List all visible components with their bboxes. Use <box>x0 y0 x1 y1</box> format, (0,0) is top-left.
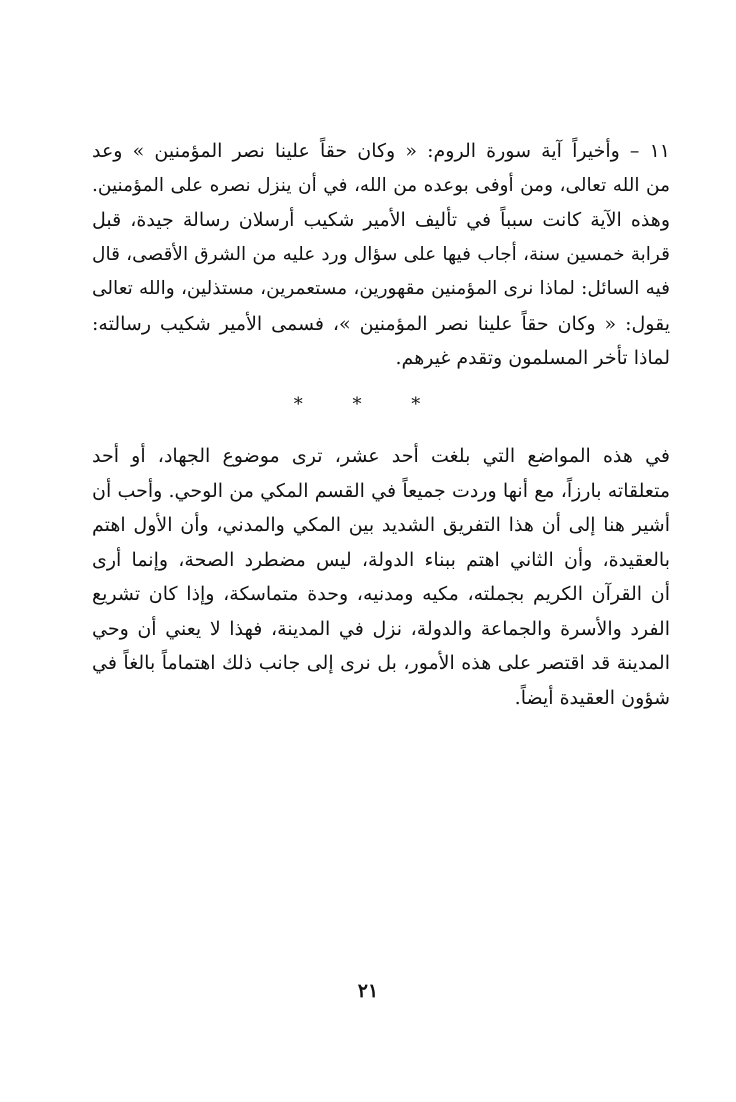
section-separator: * * * <box>293 394 443 415</box>
paragraph-line: لماذا تأخر المسلمون وتقدم غيرهم. <box>395 347 670 369</box>
paragraph-2 <box>92 439 670 715</box>
paragraph-line: ١١ – وأخيراً آية سورة الروم: « وكان حقاً علينا نصر المؤمنين » وعد <box>92 140 670 162</box>
paragraph-line: المدينة قد اقتصر على هذه الأمور، بل نرى إلى جانب ذلك اهتماماً بالغاً في <box>92 652 670 674</box>
paragraph-line: متعلقاته بارزاً، مع أنها وردت جميعاً في القسم المكي من الوحي. وأحب أن <box>92 479 670 502</box>
paragraph-line: يقول: « وكان حقاً علينا نصر المؤمنين »، فسمى الأمير شكيب رسالته: <box>92 312 670 335</box>
paragraph-1 <box>92 134 670 376</box>
paragraph-line: قرابة خمسين سنة، أجاب فيها على سؤال ورد عليه من الشرق الأقصى، قال <box>92 243 670 265</box>
paragraph-line: الفرد والأسرة والجماعة والدولة، نزل في المدينة، فهذا لا يعني أن وحي <box>92 617 670 640</box>
paragraph-line: أن القرآن الكريم بجملته، مكيه ومدنيه، وحدة متماسكة، وإذا كان تشريع <box>92 583 670 605</box>
paragraph-line: بالعقيدة، وأن الثاني اهتم ببناء الدولة، ليس مضطرد الصحة، وإنما أرى <box>92 548 670 571</box>
paragraph-line: في هذه المواضع التي بلغت أحد عشر، ترى موضوع الجهاد، أو أحد <box>92 445 670 467</box>
paragraph-line: أشير هنا إلى أن هذا التفريق الشديد بين المكي والمدني، وأن الأول اهتم <box>92 514 670 536</box>
page-number: ٢١ <box>357 980 379 1002</box>
paragraph-line: فيه السائل: لماذا نرى المؤمنين مقهورين، مستعمرين، مستذلين، والله تعالى <box>92 278 670 299</box>
paragraph-line: من الله تعالى، ومن أوفى بوعده من الله، في أن ينزل نصره على المؤمنين. <box>92 174 670 196</box>
paragraph-line: وهذه الآية كانت سبباً في تأليف الأمير شكيب أرسلان رسالة جيدة، قبل <box>92 209 670 231</box>
paragraph-line: شؤون العقيدة أيضاً. <box>514 686 670 709</box>
